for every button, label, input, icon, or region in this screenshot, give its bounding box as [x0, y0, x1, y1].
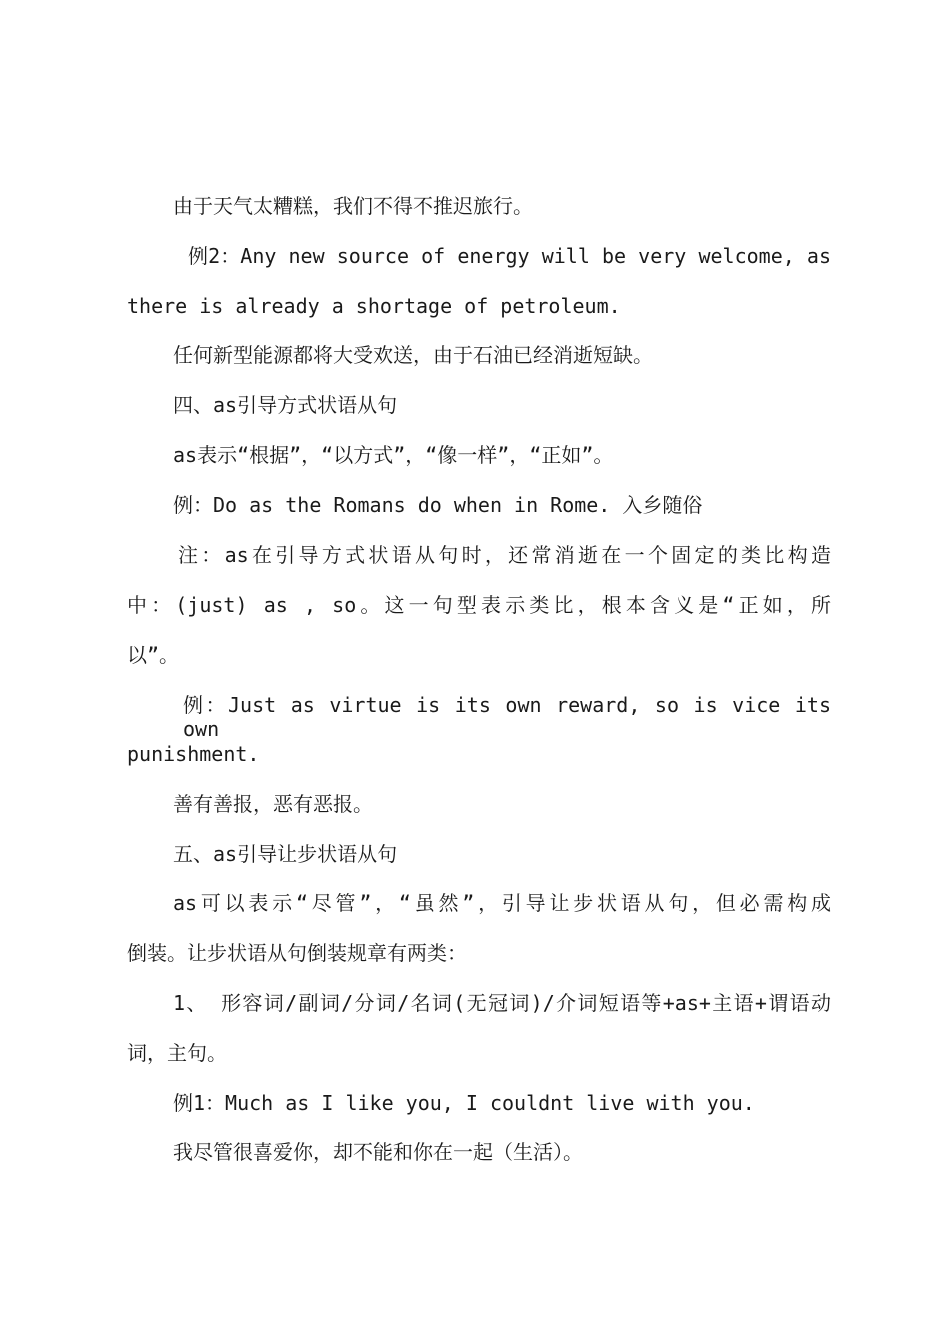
text-line-1: 由于天气太糟糕，我们不得不推迟旅行。: [173, 194, 533, 218]
text-line-7: 例：Do as the Romans do when in Rome. 入乡随俗: [173, 493, 703, 517]
text-line-8: 注：as在引导方式状语从句时，还常消逝在一个固定的类比构造: [178, 543, 831, 567]
text-line-13: 善有善报，恶有恶报。: [173, 792, 373, 816]
section-heading-five: 五、as引导让步状语从句: [173, 842, 398, 866]
text-line-6: as表示“根据”，“以方式”，“像一样”，“正如”。: [173, 443, 614, 467]
text-line-12: punishment.: [127, 742, 260, 766]
text-line-4: 任何新型能源都将大受欢送，由于石油已经消逝短缺。: [173, 343, 653, 367]
text-line-11: 例：Just as virtue is its own reward, so is vice its own: [183, 693, 831, 741]
text-line-20: 我尽管很喜爱你，却不能和你在一起（生活）。: [173, 1140, 583, 1164]
text-line-10: 以”。: [127, 643, 180, 667]
text-line-19: 例1：Much as I like you, I couldnt live with you.: [173, 1091, 755, 1115]
text-line-15: as可以表示“尽管”，“虽然”，引导让步状语从句，但必需构成: [173, 891, 831, 915]
text-line-16: 倒装。让步状语从句倒装规章有两类：: [127, 941, 467, 965]
section-heading-four: 四、as引导方式状语从句: [173, 393, 398, 417]
text-line-17: 1、 形容词/副词/分词/名词(无冠词)/介词短语等+as+主语+谓语动: [173, 991, 831, 1015]
text-line-2: 例2：Any new source of energy will be very welcome, as: [188, 244, 831, 268]
text-line-9: 中：(just) as , so。这一句型表示类比，根本含义是“正如，所: [127, 593, 831, 617]
text-line-3: there is already a shortage of petroleum.: [127, 294, 621, 318]
text-line-18: 词，主句。: [127, 1041, 227, 1065]
